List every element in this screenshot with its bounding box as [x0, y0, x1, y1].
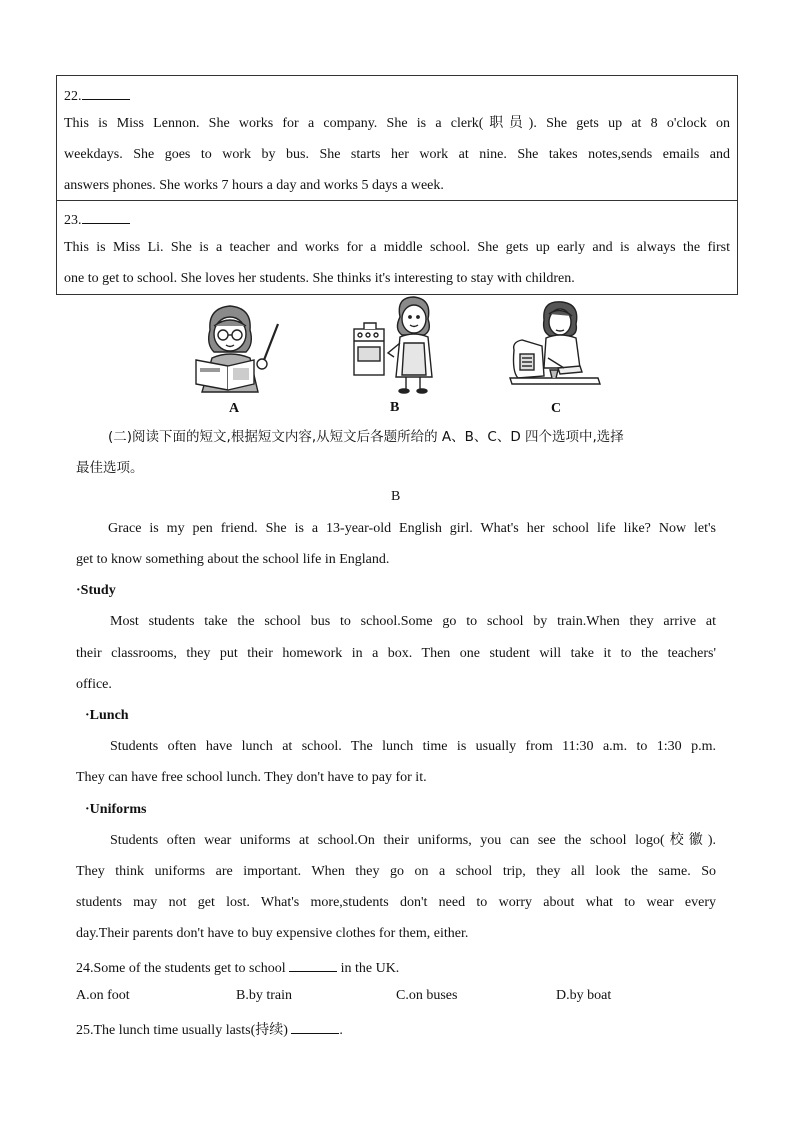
- question-24-stem: 24.Some of the students get to school: [76, 961, 286, 976]
- question-22-box: [56, 75, 738, 201]
- teacher-illustration: [188, 300, 284, 398]
- question-22-number: 22.: [64, 85, 130, 105]
- cook-illustration: [350, 295, 445, 395]
- lunch-line-1: Students often have lunch at school. The lunch time is usually from 11:30 a.m. to 1:30 p.m.: [110, 739, 716, 754]
- option-a[interactable]: A.on foot: [76, 988, 130, 1003]
- intro-line-1: Grace is my pen friend. She is a 13-year-old English girl. What's her school life like? Now let's: [108, 521, 716, 536]
- lunch-heading: ·Lunch: [85, 708, 129, 723]
- answer-blank[interactable]: [289, 957, 337, 972]
- uniforms-line-1: Students often wear uniforms at school.On their uniforms, you can see the school logo(校徽).: [110, 833, 716, 848]
- study-line-1: Most students take the school bus to school.Some go to school by train.When they arrive at: [110, 614, 716, 629]
- study-heading: ·Study: [76, 583, 116, 598]
- question-23-number: 23.: [64, 209, 130, 229]
- uniforms-line-4: day.Their parents don't have to buy expensive clothes for them, either.: [76, 926, 469, 941]
- question-24-stem-end: in the UK.: [340, 961, 400, 976]
- question-25: [76, 1019, 343, 1039]
- q22-line-2: weekdays. She goes to work by bus. She starts her work at nine. She takes notes,sends emails and: [64, 147, 730, 162]
- option-d[interactable]: D.by boat: [556, 988, 612, 1003]
- uniforms-line-3: students may not get lost. What's more,students don't need to worry about what to wear every: [76, 895, 716, 910]
- study-line-2: their classrooms, they put their homework in a box. Then one student will take it to the teachers': [76, 646, 716, 661]
- q23-line-2: one to get to school. She loves her students. She thinks it's interesting to stay with children.: [64, 271, 575, 286]
- question-25-stem: 25.The lunch time usually lasts(持续): [76, 1023, 288, 1038]
- answer-blank[interactable]: [82, 209, 130, 224]
- answer-blank[interactable]: [82, 85, 130, 100]
- q22-line-1: This is Miss Lennon. She works for a company. She is a clerk(职员). She gets up at 8 o'clock on: [64, 116, 730, 131]
- question-23-box: [56, 200, 738, 295]
- picture-label-c: C: [551, 401, 562, 416]
- question-25-stem-end: .: [339, 1023, 343, 1038]
- office-worker-illustration: [508, 298, 604, 396]
- option-c[interactable]: C.on buses: [396, 988, 458, 1003]
- uniforms-heading: ·Uniforms: [85, 802, 147, 817]
- lunch-line-2: They can have free school lunch. They don't have to pay for it.: [76, 770, 427, 785]
- section-instruction-cont: 最佳选项。: [76, 460, 144, 476]
- picture-label-a: A: [229, 401, 240, 416]
- option-b[interactable]: B.by train: [236, 988, 292, 1003]
- study-line-3: office.: [76, 677, 112, 692]
- uniforms-line-2: They think uniforms are important. When they go on a school trip, they all look the same. So: [76, 864, 716, 879]
- section-instruction: (二)阅读下面的短文,根据短文内容,从短文后各题所给的 A、B、C、D 四个选项中,选择: [108, 429, 624, 445]
- passage-letter: B: [391, 489, 401, 504]
- answer-blank[interactable]: [291, 1019, 339, 1034]
- intro-line-2: get to know something about the school life in England.: [76, 552, 390, 567]
- q23-line-1: This is Miss Li. She is a teacher and works for a middle school. She gets up early and is always the first: [64, 240, 730, 255]
- question-24: [76, 957, 399, 977]
- picture-label-b: B: [390, 400, 400, 415]
- q22-line-3: answers phones. She works 7 hours a day and works 5 days a week.: [64, 178, 444, 193]
